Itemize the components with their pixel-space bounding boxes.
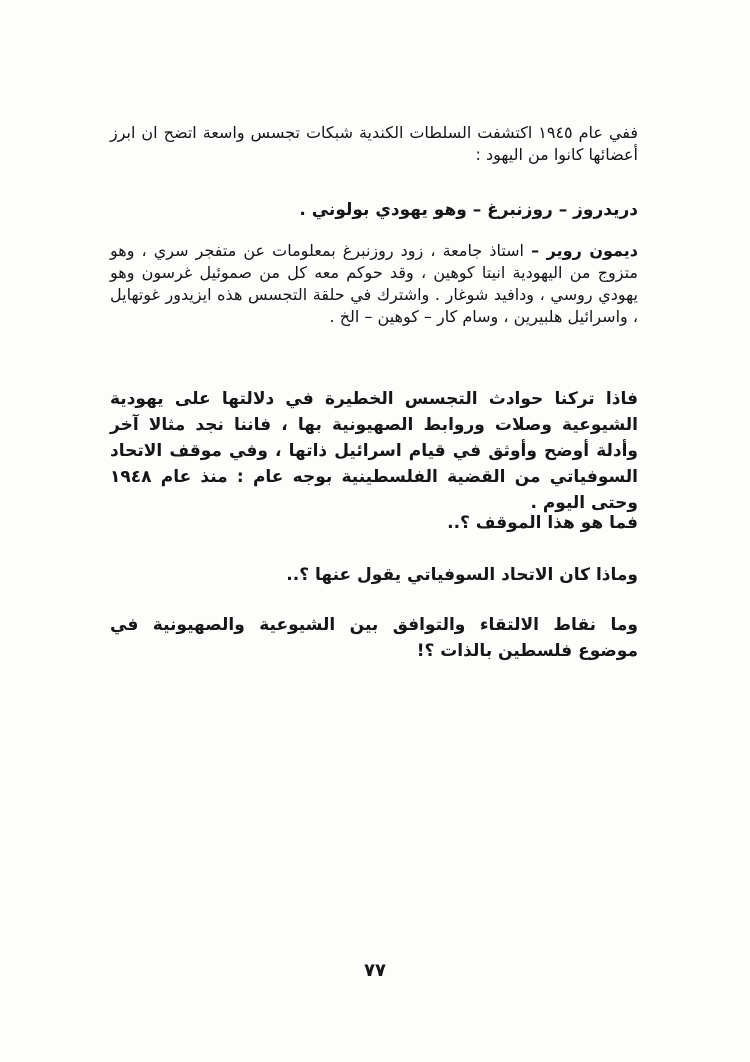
paragraph-spy-2-lead: ديمون روير – — [531, 241, 639, 260]
paragraph-analysis-text: فاذا تركنا حوادث التجسس الخطيرة في دلالتها على يهودية الشيوعية وصلات وروابط الصهيونية بها ، فاننا نجد مثالا آخر وأدلة أوضح وأوثق في قيام اسرائيل ذاتها ، وفي موقف الاتحاد السوفياتي من القضية الفلسطينية بوجه عام : منذ عام ١٩٤٨ وحتى اليوم . — [110, 389, 638, 513]
question-2 — [110, 562, 638, 588]
question-2-text: وماذا كان الاتحاد السوفياتي يقول عنها ؟.. — [286, 565, 638, 585]
paragraph-intro-text: ففي عام ١٩٤٥ اكتشفت السلطات الكندية شبكات تجسس واسعة اتضح ان ابرز أعضائها كانوا من اليهود : — [110, 123, 638, 164]
question-1 — [110, 510, 638, 536]
page-number: ٧٧ — [364, 960, 386, 981]
paragraph-spy-2-body: استاذ جامعة ، زود روزنبرغ بمعلومات عن متفجر سري ، وهو متزوج من اليهودية انيتا كوهين ، وقد حوكم معه كل من صموئيل غرسون وهو يهودي روسي ، ودافيد شوغار . واشترك في حلقة التجسس هذه ايزيدور غوتهايل ، واسرائيل هلبيرين ، وسام كار – كوهين – الخ . — [110, 241, 638, 326]
question-3-text: وما نقاط الالتقاء والتوافق بين الشيوعية والصهيونية في موضوع فلسطين بالذات ؟! — [110, 615, 638, 661]
paragraph-spy-1-text: دريدروز – روزنبرغ – وهو يهودي بولوني . — [299, 200, 638, 220]
paragraph-spy-2-text — [110, 240, 638, 328]
paragraph-intro — [110, 122, 638, 166]
paragraph-analysis — [110, 386, 638, 516]
question-1-text: فما هو هذا الموقف ؟.. — [447, 513, 638, 533]
paragraph-spy-1 — [110, 197, 638, 223]
paragraph-spy-2 — [110, 240, 638, 328]
question-3 — [110, 612, 638, 664]
